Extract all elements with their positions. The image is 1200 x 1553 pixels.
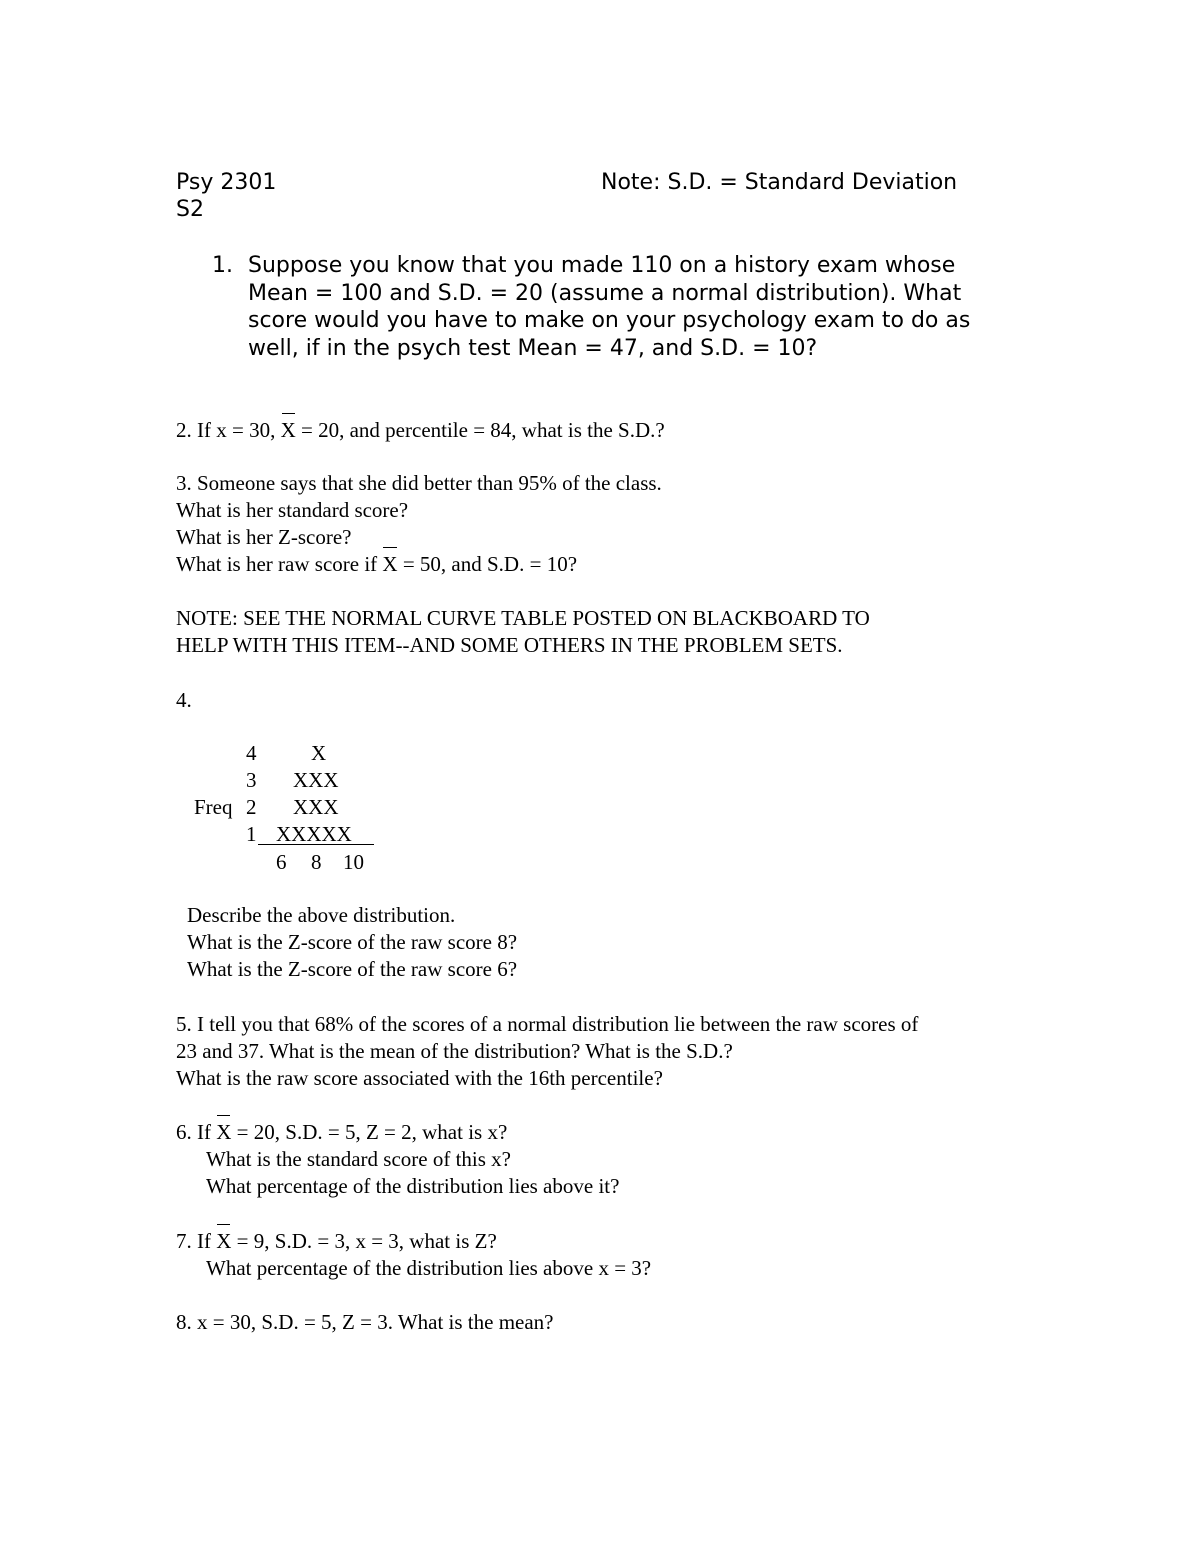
freq-tick: 3 [246, 768, 257, 792]
histogram-marks: XXXXX [276, 822, 352, 846]
question-1-line: well, if in the psych test Mean = 47, and S.D. = 10? [248, 335, 818, 361]
histogram-marks: XXX [293, 768, 339, 792]
question-3-line: What is her Z-score? [176, 525, 352, 549]
question-6-line: What is the standard score of this x? [206, 1147, 511, 1171]
question-3-text: = 50, and S.D. = 10? [397, 552, 578, 576]
definition-note: Note: S.D. = Standard Deviation [601, 170, 958, 195]
question-2-text: 2. If x = 30, [176, 418, 281, 442]
question-3-line [176, 551, 577, 578]
question-7-text: 7. If [176, 1229, 217, 1253]
question-6-line: What percentage of the distribution lies above it? [206, 1174, 620, 1198]
freq-tick: 4 [246, 741, 257, 765]
mean-symbol: X [280, 418, 296, 442]
mean-symbol: X [216, 1120, 232, 1144]
freq-axis-label: Freq [194, 795, 233, 819]
question-5-line: 5. I tell you that 68% of the scores of a normal distribution lie between the raw scores of [176, 1012, 919, 1036]
question-4-line: Describe the above distribution. [187, 903, 456, 927]
x-axis-label: 10 [343, 850, 364, 874]
question-3-line: What is her standard score? [176, 498, 409, 522]
blackboard-note-line: HELP WITH THIS ITEM--AND SOME OTHERS IN THE PROBLEM SETS. [176, 633, 843, 657]
question-3-text: What is her raw score if [176, 552, 383, 576]
x-axis-label: 6 [276, 850, 287, 874]
question-7-text: = 9, S.D. = 3, x = 3, what is Z? [231, 1229, 497, 1253]
question-3-line: 3. Someone says that she did better than 95% of the class. [176, 471, 662, 495]
question-6-text: = 20, S.D. = 5, Z = 2, what is x? [231, 1120, 508, 1144]
question-6-line [176, 1119, 507, 1146]
question-2 [176, 417, 665, 444]
histogram-baseline [258, 844, 374, 845]
question-2-text: = 20, and percentile = 84, what is the S.D.? [295, 418, 665, 442]
question-7-line [176, 1228, 497, 1255]
freq-tick: 2 [246, 795, 257, 819]
x-axis-label: 8 [311, 850, 322, 874]
question-number: 4. [176, 688, 192, 712]
question-5-line: What is the raw score associated with the 16th percentile? [176, 1066, 663, 1090]
mean-symbol: X [216, 1229, 232, 1253]
question-1-line: score would you have to make on your psychology exam to do as [248, 308, 971, 333]
question-8: 8. x = 30, S.D. = 5, Z = 3. What is the mean? [176, 1310, 554, 1334]
histogram-marks: XXX [293, 795, 339, 819]
question-4-line: What is the Z-score of the raw score 8? [187, 930, 518, 954]
section-label: S2 [176, 197, 204, 222]
question-1-line: Mean = 100 and S.D. = 20 (assume a normal distribution). What [248, 280, 962, 306]
question-1-text [248, 252, 970, 362]
question-1-line: Suppose you know that you made 110 on a history exam whose [248, 253, 956, 278]
question-6-text: 6. If [176, 1120, 217, 1144]
blackboard-note-line: NOTE: SEE THE NORMAL CURVE TABLE POSTED ON BLACKBOARD TO [176, 606, 870, 630]
course-title: Psy 2301 [176, 170, 277, 195]
freq-tick: 1 [246, 822, 257, 846]
question-5-line: 23 and 37. What is the mean of the distribution? What is the S.D.? [176, 1039, 733, 1063]
histogram-marks: X [311, 741, 327, 765]
question-4-line: What is the Z-score of the raw score 6? [187, 957, 518, 981]
question-number: 1. [212, 253, 233, 278]
question-7-line: What percentage of the distribution lies above x = 3? [206, 1256, 652, 1280]
mean-symbol: X [382, 552, 398, 576]
